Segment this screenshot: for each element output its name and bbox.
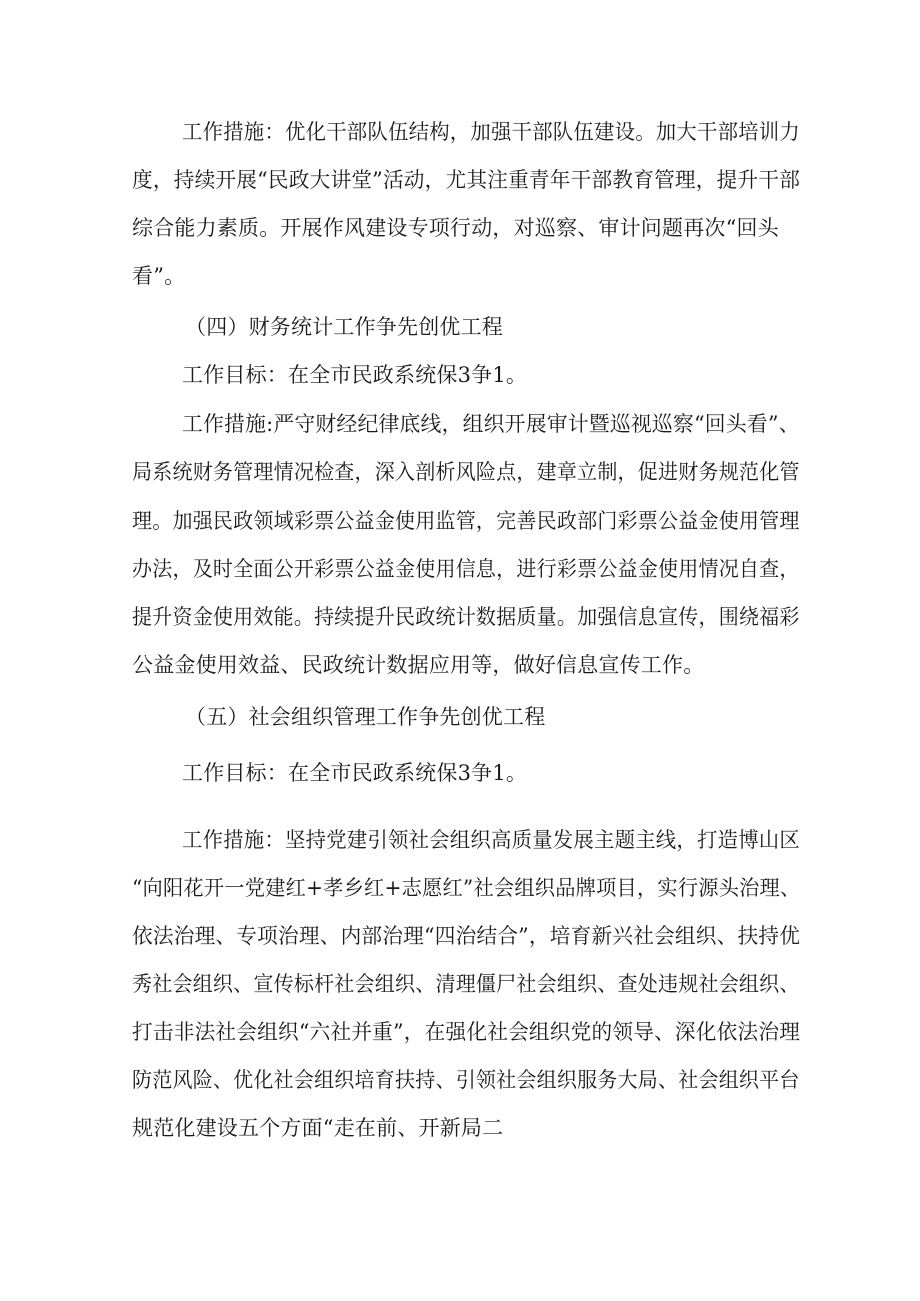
section-heading: （四）财务统计工作争先创优工程 [185,315,503,339]
paragraph-line: 公益金使用效益、民政统计数据应用等，做好信息宣传工作。 [132,653,705,677]
work-target: 工作目标：在全市民政系统保3争1。 [182,761,528,785]
paragraph-line: 提升资金使用效能。持续提升民政统计数据质量。加强信息宣传，围绕福彩 [132,605,800,629]
paragraph-line: 看”。 [132,264,186,288]
section-heading: （五）社会组织管理工作争先创优工程 [185,705,546,729]
paragraph-line: 工作措施：优化干部队伍结构，加强干部队伍建设。加大干部培训力 [182,120,801,144]
paragraph-line: 工作措施：坚持党建引领社会组织高质量发展主题主线，打造博山区 [182,828,801,852]
paragraph-line: 规范化建设五个方面“走在前、开新局二 [132,1116,504,1140]
paragraph-line: “向阳花开一党建红+孝乡红+志愿红”社会组织品牌项目，实行源头治理、 [132,876,801,900]
paragraph-line: 防范风险、优化社会组织培育扶持、引领社会组织服务大局、社会组织平台 [132,1068,800,1092]
paragraph-line: 办法，及时全面公开彩票公益金使用信息，进行彩票公益金使用情况自查， [132,557,800,581]
paragraph-line: 依法治理、专项治理、内部治理“四治结合”，培育新兴社会组织、扶持优 [132,924,801,948]
paragraph-line: 秀社会组织、宣传标杆社会组织、清理僵尸社会组织、查处违规社会组织、 [132,972,800,996]
paragraph-line: 综合能力素质。开展作风建设专项行动，对巡察、审计问题再次“回头 [132,216,779,240]
paragraph-line: 理。加强民政领域彩票公益金使用监管，完善民政部门彩票公益金使用管理 [132,509,800,533]
paragraph-line: 打击非法社会组织“六社并重”，在强化社会组织党的领导、深化依法治理 [132,1020,801,1044]
paragraph-line: 工作措施:严守财经纪律底线，组织开展审计暨巡视巡察“回头看”、 [182,412,800,436]
work-target: 工作目标：在全市民政系统保3争1。 [182,363,528,387]
paragraph-line: 度，持续开展“民政大讲堂”活动，尤其注重青年干部教育管理，提升干部 [132,168,801,192]
paragraph-line: 局系统财务管理情况检查，深入剖析风险点，建章立制，促进财务规范化管 [132,460,800,484]
